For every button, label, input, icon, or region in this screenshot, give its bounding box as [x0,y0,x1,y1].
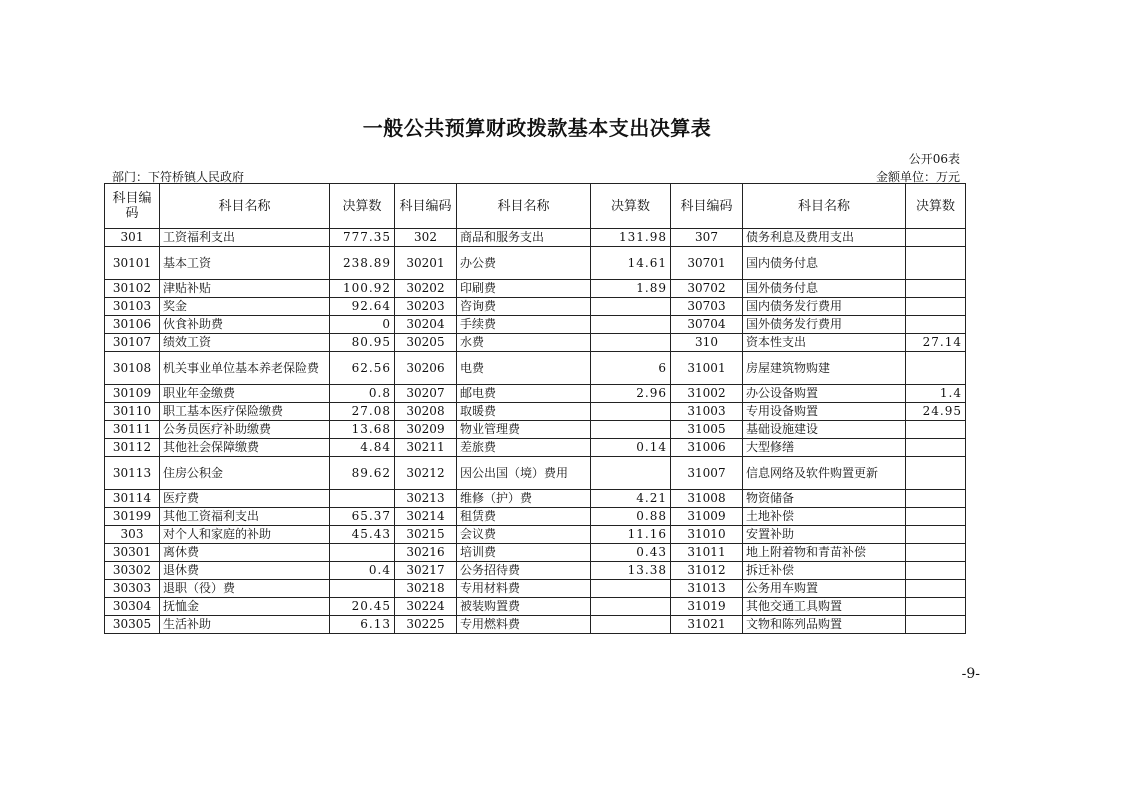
name-cell: 培训费 [457,544,591,562]
amount-cell: 65.37 [330,508,395,526]
name-cell: 生活补助 [160,616,330,634]
table-row [105,403,966,421]
amount-cell: 89.62 [330,457,395,490]
amount-cell [591,616,671,634]
table-row [105,352,966,385]
code-cell: 30213 [395,490,457,508]
name-cell: 国外债务付息 [743,280,906,298]
code-cell: 30112 [105,439,160,457]
name-cell: 奖金 [160,298,330,316]
amount-cell [906,490,966,508]
header-cell: 决算数 [906,184,966,229]
amount-cell [906,229,966,247]
amount-cell: 0.4 [330,562,395,580]
name-cell: 物资储备 [743,490,906,508]
code-cell: 31010 [671,526,743,544]
name-cell: 对个人和家庭的补助 [160,526,330,544]
code-cell: 301 [105,229,160,247]
name-cell: 水费 [457,334,591,352]
code-cell: 302 [395,229,457,247]
amount-cell: 92.64 [330,298,395,316]
name-cell: 办公设备购置 [743,385,906,403]
name-cell: 退休费 [160,562,330,580]
amount-cell [906,352,966,385]
name-cell: 信息网络及软件购置更新 [743,457,906,490]
code-cell: 30199 [105,508,160,526]
amount-cell [591,580,671,598]
amount-cell: 4.84 [330,439,395,457]
code-cell: 30215 [395,526,457,544]
amount-cell: 0 [330,316,395,334]
code-cell: 30101 [105,247,160,280]
code-cell: 30110 [105,403,160,421]
header-cell: 科目编码 [105,184,160,229]
amount-cell [906,562,966,580]
form-number: 公开06表 [908,152,960,166]
code-cell: 31005 [671,421,743,439]
name-cell: 公务用车购置 [743,580,906,598]
name-cell: 文物和陈列品购置 [743,616,906,634]
code-cell: 31002 [671,385,743,403]
name-cell: 其他工资福利支出 [160,508,330,526]
amount-cell: 20.45 [330,598,395,616]
code-cell: 30303 [105,580,160,598]
amount-cell: 1.4 [906,385,966,403]
code-cell: 30211 [395,439,457,457]
name-cell: 资本性支出 [743,334,906,352]
table-row [105,280,966,298]
table-row [105,247,966,280]
name-cell: 津贴补贴 [160,280,330,298]
amount-cell: 777.35 [330,229,395,247]
amount-cell: 27.08 [330,403,395,421]
name-cell: 物业管理费 [457,421,591,439]
name-cell: 咨询费 [457,298,591,316]
page-title: 一般公共预算财政拨款基本支出决算表 [362,116,712,140]
name-cell: 职业年金缴费 [160,385,330,403]
amount-cell [591,598,671,616]
amount-cell [330,490,395,508]
amount-cell [330,544,395,562]
table-row [105,598,966,616]
department-label: 部门：下符桥镇人民政府 [112,170,245,184]
code-cell: 31008 [671,490,743,508]
code-cell: 30106 [105,316,160,334]
amount-cell: 6.13 [330,616,395,634]
code-cell: 30216 [395,544,457,562]
code-cell: 30701 [671,247,743,280]
name-cell: 拆迁补偿 [743,562,906,580]
amount-cell: 238.89 [330,247,395,280]
table-row [105,490,966,508]
code-cell: 30702 [671,280,743,298]
code-cell: 307 [671,229,743,247]
code-cell: 31001 [671,352,743,385]
table-row [105,526,966,544]
name-cell: 职工基本医疗保险缴费 [160,403,330,421]
header-cell: 决算数 [330,184,395,229]
name-cell: 债务利息及费用支出 [743,229,906,247]
amount-cell: 4.21 [591,490,671,508]
code-cell: 31003 [671,403,743,421]
amount-cell [906,280,966,298]
code-cell: 30209 [395,421,457,439]
table-row [105,334,966,352]
table-row [105,316,966,334]
code-cell: 31011 [671,544,743,562]
page-number: -9- [961,666,980,682]
code-cell: 30305 [105,616,160,634]
amount-cell [906,316,966,334]
name-cell: 专用材料费 [457,580,591,598]
header-row [105,184,966,229]
code-cell: 30704 [671,316,743,334]
name-cell: 公务招待费 [457,562,591,580]
header-cell: 科目名称 [457,184,591,229]
code-cell: 31021 [671,616,743,634]
code-cell: 30217 [395,562,457,580]
amount-cell: 45.43 [330,526,395,544]
table-row [105,580,966,598]
amount-cell: 11.16 [591,526,671,544]
code-cell: 30302 [105,562,160,580]
name-cell: 安置补助 [743,526,906,544]
code-cell: 30206 [395,352,457,385]
amount-cell [591,403,671,421]
amount-cell [906,616,966,634]
table-row [105,544,966,562]
code-cell: 30113 [105,457,160,490]
name-cell: 电费 [457,352,591,385]
code-cell: 30203 [395,298,457,316]
code-cell: 303 [105,526,160,544]
name-cell: 公务员医疗补助缴费 [160,421,330,439]
code-cell: 30107 [105,334,160,352]
unit-label: 金额单位：万元 [875,170,960,184]
name-cell: 离休费 [160,544,330,562]
table-row [105,616,966,634]
code-cell: 30201 [395,247,457,280]
name-cell: 其他交通工具购置 [743,598,906,616]
code-cell: 30204 [395,316,457,334]
code-cell: 30207 [395,385,457,403]
header-cell: 决算数 [591,184,671,229]
amount-cell: 80.95 [330,334,395,352]
table-row [105,562,966,580]
amount-cell [591,457,671,490]
table-row [105,229,966,247]
name-cell: 伙食补助费 [160,316,330,334]
code-cell: 30111 [105,421,160,439]
name-cell: 大型修缮 [743,439,906,457]
amount-cell: 0.14 [591,439,671,457]
header-cell: 科目名称 [160,184,330,229]
amount-cell [906,544,966,562]
header-cell: 科目编码 [395,184,457,229]
amount-cell: 24.95 [906,403,966,421]
code-cell: 30301 [105,544,160,562]
amount-cell: 6 [591,352,671,385]
name-cell: 房屋建筑物购建 [743,352,906,385]
name-cell: 绩效工资 [160,334,330,352]
name-cell: 因公出国（境）费用 [457,457,591,490]
name-cell: 国内债务付息 [743,247,906,280]
name-cell: 取暖费 [457,403,591,421]
table-row [105,457,966,490]
name-cell: 国外债务发行费用 [743,316,906,334]
code-cell: 30103 [105,298,160,316]
amount-cell [906,247,966,280]
amount-cell [591,421,671,439]
name-cell: 其他社会保障缴费 [160,439,330,457]
code-cell: 31009 [671,508,743,526]
amount-cell: 0.43 [591,544,671,562]
code-cell: 31007 [671,457,743,490]
name-cell: 邮电费 [457,385,591,403]
amount-cell: 1.89 [591,280,671,298]
amount-cell: 14.61 [591,247,671,280]
amount-cell [906,508,966,526]
amount-cell [906,421,966,439]
name-cell: 土地补偿 [743,508,906,526]
code-cell: 30304 [105,598,160,616]
amount-cell: 2.96 [591,385,671,403]
name-cell: 专用设备购置 [743,403,906,421]
name-cell: 手续费 [457,316,591,334]
name-cell: 印刷费 [457,280,591,298]
code-cell: 30212 [395,457,457,490]
code-cell: 31013 [671,580,743,598]
name-cell: 专用燃料费 [457,616,591,634]
code-cell: 30214 [395,508,457,526]
name-cell: 维修（护）费 [457,490,591,508]
amount-cell: 100.92 [330,280,395,298]
code-cell: 31006 [671,439,743,457]
code-cell: 30205 [395,334,457,352]
name-cell: 基本工资 [160,247,330,280]
code-cell: 310 [671,334,743,352]
name-cell: 被装购置费 [457,598,591,616]
amount-cell [591,298,671,316]
name-cell: 机关事业单位基本养老保险费 [160,352,330,385]
name-cell: 地上附着物和青苗补偿 [743,544,906,562]
code-cell: 30208 [395,403,457,421]
name-cell: 会议费 [457,526,591,544]
amount-cell: 62.56 [330,352,395,385]
name-cell: 办公费 [457,247,591,280]
amount-cell: 13.38 [591,562,671,580]
code-cell: 30109 [105,385,160,403]
header-cell: 科目名称 [743,184,906,229]
code-cell: 30703 [671,298,743,316]
name-cell: 差旅费 [457,439,591,457]
table-row [105,385,966,403]
code-cell: 30202 [395,280,457,298]
name-cell: 住房公积金 [160,457,330,490]
amount-cell [906,298,966,316]
name-cell: 抚恤金 [160,598,330,616]
amount-cell [906,439,966,457]
amount-cell: 0.8 [330,385,395,403]
amount-cell [906,526,966,544]
table-body [105,229,966,634]
name-cell: 商品和服务支出 [457,229,591,247]
code-cell: 30224 [395,598,457,616]
amount-cell [906,580,966,598]
code-cell: 30225 [395,616,457,634]
table-row [105,508,966,526]
amount-cell: 13.68 [330,421,395,439]
amount-cell [330,580,395,598]
amount-cell: 27.14 [906,334,966,352]
expenditure-table [104,183,966,634]
header-cell: 科目编码 [671,184,743,229]
name-cell: 国内债务发行费用 [743,298,906,316]
code-cell: 31019 [671,598,743,616]
name-cell: 基础设施建设 [743,421,906,439]
code-cell: 30114 [105,490,160,508]
amount-cell [591,334,671,352]
code-cell: 30218 [395,580,457,598]
code-cell: 31012 [671,562,743,580]
table-row [105,439,966,457]
amount-cell [906,598,966,616]
name-cell: 工资福利支出 [160,229,330,247]
name-cell: 租赁费 [457,508,591,526]
amount-cell [591,316,671,334]
name-cell: 医疗费 [160,490,330,508]
amount-cell: 0.88 [591,508,671,526]
amount-cell [906,457,966,490]
amount-cell: 131.98 [591,229,671,247]
table-row [105,298,966,316]
name-cell: 退职（役）费 [160,580,330,598]
code-cell: 30102 [105,280,160,298]
code-cell: 30108 [105,352,160,385]
table-row [105,421,966,439]
